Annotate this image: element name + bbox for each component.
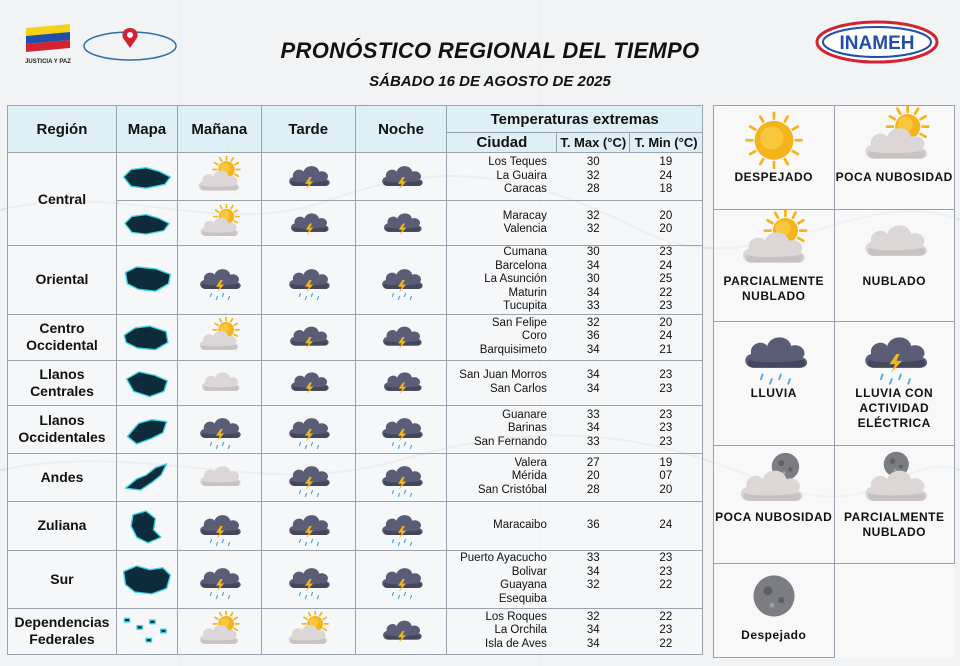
region-name: Llanos Occidentales (8, 405, 117, 453)
city-list (447, 405, 557, 453)
region-row (8, 501, 703, 550)
rain-storm-icon (194, 408, 244, 450)
tmin-value: 23 (659, 565, 673, 578)
storm-cloud-icon (284, 317, 332, 357)
col-header-tmin: T. Min (°C) (630, 133, 703, 153)
tmax-list (557, 608, 630, 654)
city-name: Barquisimeto (479, 343, 547, 356)
legend-item (834, 210, 955, 322)
tmin-list (630, 201, 703, 246)
partly-cloudy-icon (735, 210, 813, 274)
rain-storm-icon (194, 505, 244, 547)
city-list (447, 360, 557, 405)
legend-item (834, 446, 955, 564)
tmin-value: 23 (659, 246, 673, 258)
tmin-value (630, 593, 702, 607)
legend-row (714, 322, 955, 446)
morning-cell (177, 314, 261, 360)
city-name: Valencia (503, 223, 547, 235)
col-header-map: Mapa (116, 106, 177, 153)
venezuela-flag-logo (20, 22, 80, 66)
storm-cloud-icon (378, 204, 425, 243)
tmin-value: 19 (659, 456, 673, 469)
night-cell (355, 360, 447, 405)
city-name: Caracas (504, 183, 547, 196)
legend-item (834, 322, 955, 446)
tmin-value: 23 (659, 382, 673, 395)
region-map-cell (116, 246, 177, 315)
region-map-silhouette (118, 408, 176, 450)
inameh-text: INAMEH (839, 33, 915, 54)
night-cell (355, 405, 447, 453)
page-title: PRONÓSTICO REGIONAL DEL TIEMPO (280, 38, 700, 63)
region-map-cell (116, 501, 177, 550)
region-row (8, 360, 703, 405)
few-clouds-icon (855, 106, 933, 170)
tmax-value: 33 (586, 552, 600, 564)
moon-partly-cloudy-icon (855, 446, 933, 510)
tmin-list (630, 153, 703, 201)
region-map-cell (116, 453, 177, 501)
rain-storm-icon (376, 505, 426, 547)
tmax-list (557, 246, 630, 315)
tmin-value: 24 (659, 518, 673, 531)
tmin-value: 18 (659, 183, 673, 196)
partly-cloudy-icon (195, 317, 243, 357)
city-name: Coro (521, 330, 547, 343)
legend-row (714, 564, 955, 658)
col-header-city: Ciudad (447, 133, 557, 153)
cloudy-icon (196, 363, 243, 402)
afternoon-cell (261, 360, 355, 405)
night-cell (355, 608, 447, 654)
afternoon-cell (261, 201, 355, 246)
tmax-value: 36 (586, 518, 600, 531)
rain-storm-icon (376, 558, 426, 600)
tmax-value: 32 (586, 169, 600, 182)
tmax-value: 34 (586, 286, 600, 299)
tmax-value: 32 (586, 610, 600, 623)
region-row (8, 453, 703, 501)
tmax-value: 34 (586, 565, 600, 578)
tmax-list (557, 501, 630, 550)
city-list (447, 453, 557, 501)
city-name: San Carlos (489, 382, 547, 395)
legend-item (714, 210, 835, 322)
morning-cell (177, 405, 261, 453)
region-map-cell (116, 550, 177, 608)
legend-item (714, 446, 835, 564)
legend-table (713, 105, 955, 658)
city-name: Barcelona (495, 259, 547, 272)
tmin-value: 22 (659, 610, 673, 623)
tmin-value: 22 (659, 637, 673, 650)
forecast-table (7, 105, 703, 655)
tmax-value: 32 (586, 223, 600, 235)
tmin-value: 25 (659, 273, 673, 285)
city-name: Guayana (500, 579, 547, 591)
morning-cell (177, 153, 261, 201)
moon-few-clouds-icon (735, 446, 813, 510)
city-name: La Orchila (494, 624, 547, 637)
morning-cell (177, 608, 261, 654)
city-name: Guanare (502, 408, 547, 421)
tmax-value: 28 (586, 183, 600, 196)
forecast-date: SÁBADO 16 DE AGOSTO DE 2025 (369, 73, 611, 90)
legend-label: POCA NUBOSIDAD (835, 170, 953, 184)
city-list (447, 246, 557, 315)
rain-storm-icon (376, 456, 426, 498)
night-cell (355, 201, 447, 246)
region-name: Oriental (8, 246, 117, 315)
city-list (447, 608, 557, 654)
afternoon-cell (261, 550, 355, 608)
night-cell (355, 550, 447, 608)
tmax-list (557, 453, 630, 501)
legend-row (714, 446, 955, 564)
region-row (8, 550, 703, 608)
legend-item (714, 564, 835, 658)
partly-cloudy-icon (194, 156, 244, 198)
city-name: Barinas (507, 422, 547, 435)
city-list (447, 314, 557, 360)
legend-label: PARCIALMENTE NUBLADO (844, 510, 945, 539)
tmin-value: 23 (659, 369, 673, 381)
city-name: Mérida (511, 470, 547, 483)
tmax-value: 33 (586, 408, 600, 421)
storm-cloud-icon (285, 363, 332, 402)
tmin-value: 22 (659, 286, 673, 299)
tmin-value: 24 (659, 169, 673, 182)
night-cell (355, 453, 447, 501)
tmax-value: 30 (586, 156, 600, 169)
city-name: Puerto Ayacucho (460, 552, 547, 564)
storm-cloud-icon (283, 156, 333, 198)
rain-storm-icon (376, 259, 426, 301)
col-header-region: Región (8, 106, 117, 153)
morning-cell (177, 246, 261, 315)
tmax-value: 34 (586, 637, 600, 650)
tmin-list (630, 246, 703, 315)
morning-cell (177, 501, 261, 550)
legend-label: PARCIALMENTE NUBLADO (723, 274, 824, 303)
region-name: Central (8, 153, 117, 246)
sun-icon (735, 106, 813, 170)
legend-item (714, 106, 835, 210)
tmin-list (630, 314, 703, 360)
storm-cloud-icon (376, 156, 426, 198)
afternoon-cell (261, 405, 355, 453)
tmin-value: 22 (659, 579, 673, 591)
cloudy-icon (855, 210, 933, 274)
legend-label: LLUVIA CON ACTIVIDAD ELÉCTRICA (855, 386, 934, 430)
region-row (8, 246, 703, 315)
tmax-list (557, 201, 630, 246)
legend-item (834, 106, 955, 210)
afternoon-cell (261, 453, 355, 501)
tmin-value: 21 (659, 343, 673, 356)
tmin-list (630, 550, 703, 608)
tmax-list (557, 550, 630, 608)
afternoon-cell (261, 153, 355, 201)
region-row (8, 314, 703, 360)
col-header-night: Noche (355, 106, 447, 153)
city-name: Los Teques (488, 156, 547, 169)
tmax-value: 20 (586, 470, 600, 483)
city-name: La Guaira (496, 169, 547, 182)
city-name: La Asunción (484, 273, 547, 285)
rain-storm-icon (283, 558, 333, 600)
region-map-silhouette (118, 204, 176, 243)
tmin-value: 23 (659, 408, 673, 421)
region-map-cell (116, 314, 177, 360)
region-name: Centro Occidental (8, 314, 117, 360)
rain-storm-icon (283, 408, 333, 450)
legend-row (714, 106, 955, 210)
morning-cell (177, 201, 261, 246)
tmin-value: 23 (659, 624, 673, 637)
region-map-cell (116, 153, 177, 201)
tmax-value (557, 593, 630, 607)
rain-icon (735, 322, 813, 386)
city-name: San Fernando (473, 435, 547, 448)
tmin-list (630, 405, 703, 453)
rain-storm-icon (283, 259, 333, 301)
night-cell (355, 246, 447, 315)
tmax-value: 34 (586, 259, 600, 272)
header-row (8, 106, 703, 133)
inameh-logo (813, 18, 941, 70)
region-name: Sur (8, 550, 117, 608)
city-name: Maracay (502, 209, 547, 222)
tmax-value: 28 (586, 483, 600, 496)
tmin-list (630, 501, 703, 550)
tmin-value: 07 (659, 470, 673, 483)
tmin-value: 23 (659, 300, 673, 312)
night-cell (355, 501, 447, 550)
city-name: Valera (514, 456, 547, 469)
city-name: Maturin (508, 286, 547, 299)
city-name: San Cristóbal (477, 483, 547, 496)
tmax-value: 32 (586, 579, 600, 591)
tmin-list (630, 608, 703, 654)
morning-cell (177, 360, 261, 405)
tmax-value: 30 (586, 246, 600, 258)
legend-row (714, 210, 955, 322)
tmin-value: 23 (659, 435, 673, 448)
rain-storm-icon (194, 259, 244, 301)
city-name: Maracaibo (493, 518, 547, 531)
city-name: San Juan Morros (459, 369, 547, 381)
region-map-silhouette (118, 259, 176, 301)
region-row (8, 153, 703, 201)
tmax-value: 30 (586, 273, 600, 285)
tmin-value: 24 (659, 330, 673, 343)
tmax-list (557, 405, 630, 453)
region-map-silhouette (118, 363, 176, 402)
tmin-value: 24 (659, 259, 673, 272)
morning-cell (177, 453, 261, 501)
city-name: San Felipe (491, 316, 547, 329)
storm-cloud-icon (377, 317, 425, 357)
tmin-list (630, 360, 703, 405)
region-map-silhouette (118, 558, 176, 600)
region-map-silhouette (118, 505, 176, 547)
city-list (447, 153, 557, 201)
tmax-value: 33 (586, 300, 600, 312)
partly-cloudy-icon (196, 204, 243, 243)
cuadrantes-de-paz-logo (80, 24, 180, 64)
tmin-value: 20 (659, 209, 673, 222)
night-cell (355, 314, 447, 360)
region-map-silhouette (118, 611, 176, 651)
afternoon-cell (261, 608, 355, 654)
city-name: Esequiba (498, 592, 547, 605)
tmin-value: 19 (659, 156, 673, 169)
storm-cloud-icon (285, 204, 332, 243)
afternoon-cell (261, 246, 355, 315)
night-cell (355, 153, 447, 201)
legend-label: LLUVIA (750, 386, 797, 400)
legend-label: Despejado (741, 628, 807, 642)
tmin-list (630, 453, 703, 501)
city-name: Los Roques (485, 610, 547, 623)
tmax-list (557, 314, 630, 360)
tmax-list (557, 153, 630, 201)
region-map-cell (116, 608, 177, 654)
afternoon-cell (261, 314, 355, 360)
rain-storm-icon (855, 322, 933, 386)
tmin-value: 20 (659, 483, 673, 496)
region-row (8, 608, 703, 654)
rain-storm-icon (376, 408, 426, 450)
tmin-value: 20 (659, 223, 673, 235)
tmax-value: 32 (586, 209, 600, 222)
tmax-value: 33 (586, 435, 600, 448)
city-name: Isla de Aves (485, 637, 547, 650)
region-map-silhouette (118, 456, 176, 498)
city-name: Tucupita (503, 300, 547, 312)
region-name: Andes (8, 453, 117, 501)
tmin-value: 20 (659, 316, 673, 329)
city-list (447, 201, 557, 246)
city-list (447, 550, 557, 608)
col-header-tmax: T. Max (°C) (557, 133, 630, 153)
tmax-value: 32 (586, 316, 600, 329)
tmin-value: 23 (659, 552, 673, 564)
legend-empty (834, 564, 955, 658)
region-map-cell (116, 360, 177, 405)
legend-label: POCA NUBOSIDAD (715, 510, 833, 524)
region-map-cell (116, 201, 177, 246)
legend-item (714, 322, 835, 446)
tmax-value: 34 (586, 422, 600, 435)
region-map-cell (116, 405, 177, 453)
region-name: Zuliana (8, 501, 117, 550)
rain-storm-icon (283, 456, 333, 498)
region-name: Llanos Centrales (8, 360, 117, 405)
partly-cloudy-icon (195, 611, 243, 651)
region-name: Dependencias Federales (8, 608, 117, 654)
col-header-extremes: Temperaturas extremas (447, 106, 703, 133)
city-name: Bolivar (511, 565, 547, 578)
logo-justicia-text: JUSTICIA Y PAZ (25, 59, 71, 65)
legend-label: DESPEJADO (734, 170, 814, 184)
tmax-value: 34 (586, 343, 600, 356)
afternoon-cell (261, 501, 355, 550)
storm-cloud-icon (378, 363, 425, 402)
legend-label: NUBLADO (862, 274, 926, 288)
region-row (8, 405, 703, 453)
city-name: Cumana (503, 246, 547, 258)
region-map-silhouette (118, 317, 176, 357)
moon-icon (735, 564, 813, 628)
tmax-list (557, 360, 630, 405)
city-list (447, 501, 557, 550)
rain-storm-icon (283, 505, 333, 547)
tmax-value: 27 (586, 456, 600, 469)
col-header-morning: Mañana (177, 106, 261, 153)
storm-cloud-icon (377, 611, 425, 651)
rain-storm-icon (194, 558, 244, 600)
region-map-silhouette (118, 156, 176, 198)
tmax-value: 34 (586, 369, 600, 381)
tmax-value: 36 (586, 330, 600, 343)
partly-cloudy-icon (284, 611, 332, 651)
morning-cell (177, 550, 261, 608)
tmin-value: 23 (659, 422, 673, 435)
cloudy-icon (194, 456, 244, 498)
col-header-afternoon: Tarde (261, 106, 355, 153)
tmax-value: 34 (586, 624, 600, 637)
tmax-value: 34 (586, 382, 600, 395)
